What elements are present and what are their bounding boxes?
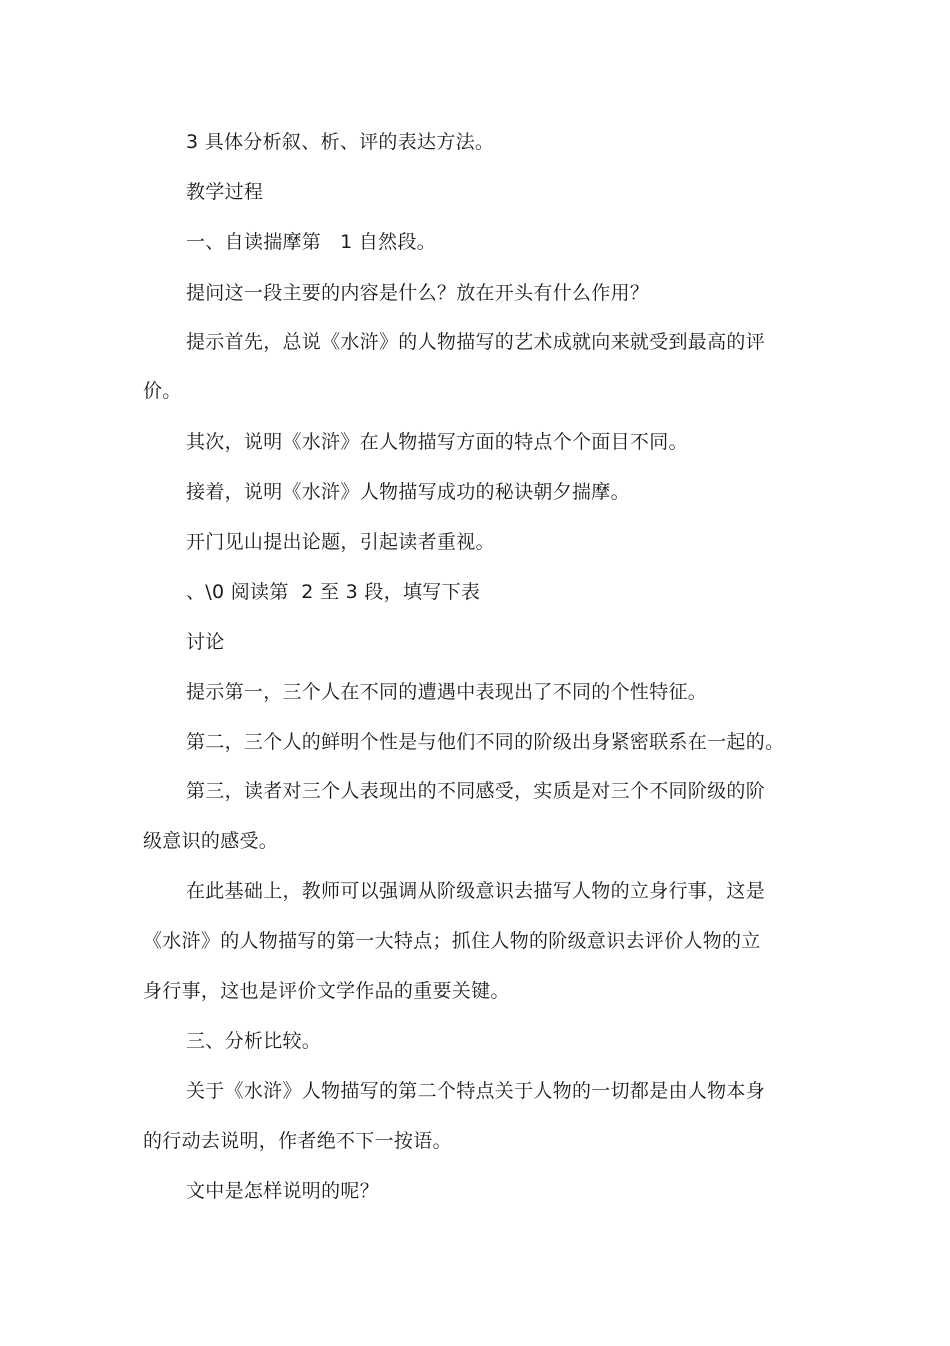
paragraph-thirdly-continued: 级意识的感受。	[143, 830, 279, 852]
section-heading-part-2: 、\0 阅读第 2 至 3 段，填写下表	[186, 581, 481, 603]
paragraph-discussion: 讨论	[186, 631, 225, 653]
paragraph-closing-question: 文中是怎样说明的呢？	[186, 1180, 380, 1202]
paragraph-on-this-basis-line-3: 身行事，这也是评价文学作品的重要关键。	[143, 980, 510, 1002]
paragraph-thirdly: 第三，读者对三个人表现出的不同感受，实质是对三个不同阶级的阶	[186, 780, 766, 802]
paragraph-hint-first-continued: 价。	[143, 380, 182, 402]
paragraph-second-feature-continued: 的行动去说明，作者绝不下一按语。	[143, 1130, 452, 1152]
paragraph-open-topic: 开门见山提出论题，引起读者重视。	[186, 531, 495, 553]
paragraph-hint-first: 提示首先，总说《水浒》的人物描写的艺术成就向来就受到最高的评	[186, 331, 766, 353]
paragraph-on-this-basis: 在此基础上，教师可以强调从阶级意识去描写人物的立身行事，这是	[186, 880, 766, 902]
paragraph-secondly-2: 第二，三个人的鲜明个性是与他们不同的阶级出身紧密联系在一起的。	[186, 731, 785, 753]
paragraph-secondly: 其次，说明《水浒》在人物描写方面的特点个个面目不同。	[186, 431, 688, 453]
paragraph-second-feature: 关于《水浒》人物描写的第二个特点关于人物的一切都是由人物本身	[186, 1080, 766, 1102]
text-line-objective-3: 3 具体分析叙、析、评的表达方法。	[186, 131, 495, 153]
paragraph-question: 提问这一段主要的内容是什么？放在开头有什么作用？	[186, 282, 650, 304]
section-heading-teaching-process: 教学过程	[186, 181, 264, 203]
paragraph-hint-firstly: 提示第一，三个人在不同的遭遇中表现出了不同的个性特征。	[186, 681, 708, 703]
section-heading-part-3: 三、分析比较。	[186, 1030, 322, 1052]
section-heading-part-1: 一、自读揣摩第 1 自然段。	[186, 231, 437, 253]
paragraph-on-this-basis-line-2: 《水浒》的人物描写的第一大特点；抓住人物的阶级意识去评价人物的立	[143, 930, 761, 952]
paragraph-next: 接着，说明《水浒》人物描写成功的秘诀朝夕揣摩。	[186, 481, 630, 503]
